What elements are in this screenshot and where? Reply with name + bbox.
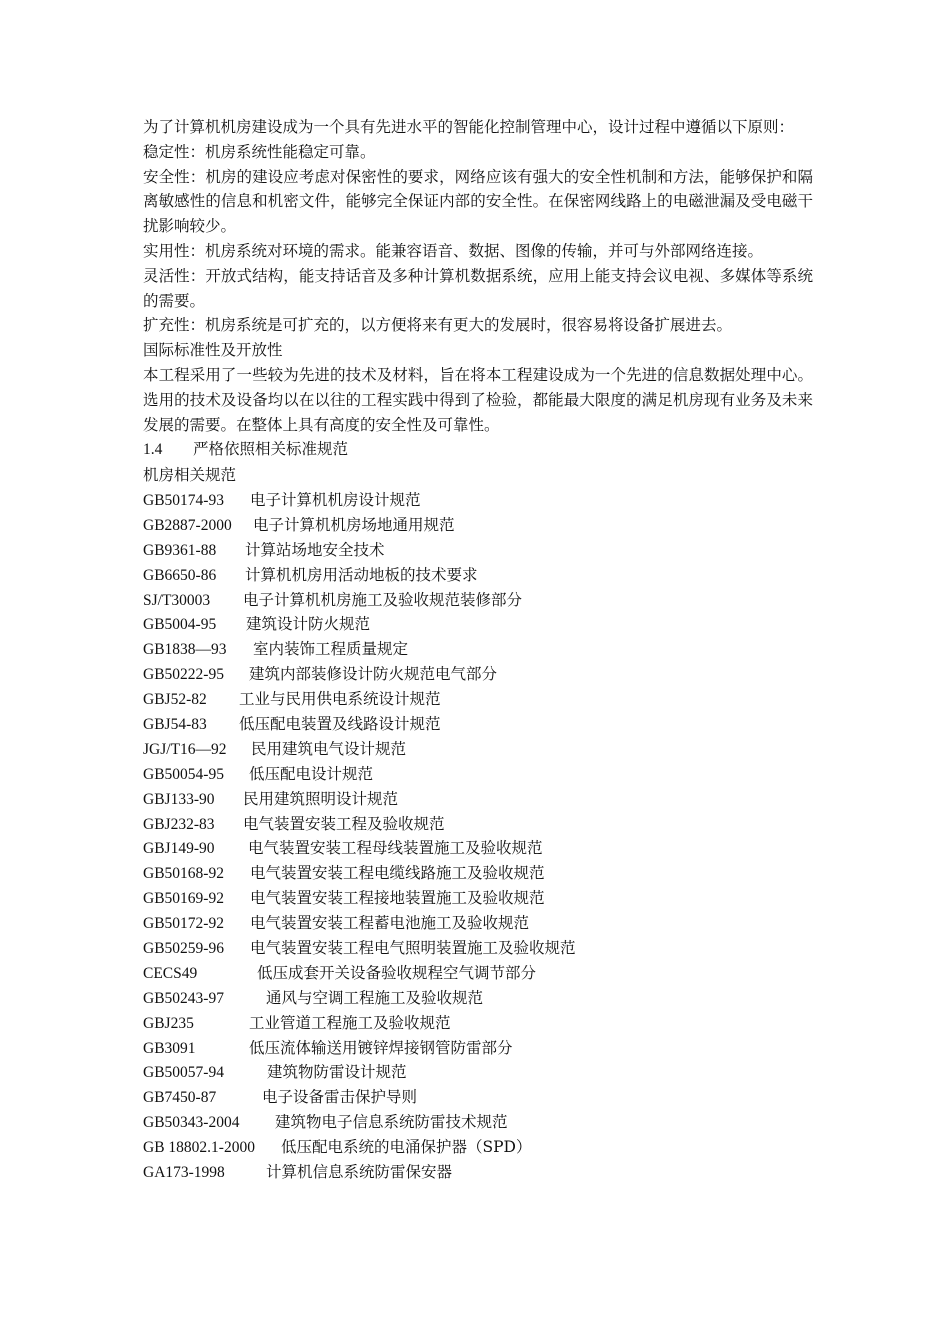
standard-code: GBJ54-83 bbox=[143, 715, 207, 733]
standard-code: GBJ149-90 bbox=[143, 840, 215, 858]
standard-name: 计算机信息系统防雷保安器 bbox=[266, 1163, 453, 1181]
standard-name: 电子计算机机房设计规范 bbox=[250, 490, 421, 509]
standard-row bbox=[143, 712, 813, 737]
standard-name: 电气装置安装工程蓄电池施工及验收规范 bbox=[250, 914, 530, 933]
standard-row bbox=[143, 1011, 813, 1036]
standard-row bbox=[143, 787, 813, 812]
standard-code: GBJ133-90 bbox=[143, 790, 215, 808]
standard-name: 工业与民用供电系统设计规范 bbox=[239, 690, 441, 709]
security-paragraph: 安全性：机房的建设应考虑对保密性的要求，网络应该有强大的安全性机制和方法，能够保护和隔离敏感性的信息和机密文件，能够完全保证内部的安全性。在保密网线路上的电磁泄漏及受电磁干扰影响较少。 bbox=[143, 167, 813, 236]
section-number: 1.4 bbox=[143, 441, 163, 459]
standard-code: SJ/T30003 bbox=[143, 591, 211, 609]
standard-row bbox=[143, 563, 813, 588]
standard-row bbox=[143, 1060, 813, 1085]
standard-row bbox=[143, 961, 813, 986]
standard-name: 低压成套开关设备验收规程空气调节部分 bbox=[257, 963, 537, 982]
standard-code: GB50243-97 bbox=[143, 989, 224, 1007]
section-title: 严格依照相关标准规范 bbox=[193, 440, 349, 459]
standard-name: 低压配电设计规范 bbox=[249, 764, 374, 783]
standard-code: GB50168-92 bbox=[143, 865, 224, 883]
standard-row bbox=[143, 1036, 813, 1061]
document-page bbox=[143, 115, 813, 1185]
standard-code: GB50169-92 bbox=[143, 890, 224, 908]
standard-code: JGJ/T16—92 bbox=[143, 740, 227, 758]
standard-row bbox=[143, 488, 813, 513]
standard-code: GB6650-86 bbox=[143, 566, 217, 584]
standard-name: 电子计算机机房施工及验收规范装修部分 bbox=[243, 590, 523, 609]
standard-name: 低压配电系统的电涌保护器（SPD） bbox=[281, 1138, 532, 1157]
standard-code: GB3091 bbox=[143, 1039, 196, 1057]
standard-code: GB1838—93 bbox=[143, 641, 227, 659]
standard-row bbox=[143, 936, 813, 961]
standard-name: 民用建筑电气设计规范 bbox=[251, 739, 407, 758]
standard-row bbox=[143, 861, 813, 886]
standard-row bbox=[143, 911, 813, 936]
standard-code: GB50174-93 bbox=[143, 491, 224, 509]
standard-name: 电气装置安装工程电缆线路施工及验收规范 bbox=[250, 864, 545, 883]
standard-row bbox=[143, 886, 813, 911]
intro-paragraph: 为了计算机机房建设成为一个具有先进水平的智能化控制管理中心，设计过程中遵循以下原则： bbox=[143, 118, 795, 136]
standard-code: GB50259-96 bbox=[143, 939, 224, 957]
standard-code: GB2887-2000 bbox=[143, 516, 232, 534]
standards-list bbox=[143, 488, 813, 1185]
standard-name: 低压配电装置及线路设计规范 bbox=[239, 714, 441, 733]
standard-code: GB50343-2004 bbox=[143, 1114, 240, 1132]
practicality-paragraph: 实用性：机房系统对环境的需求。能兼容语音、数据、图像的传输，并可与外部网络连接。 bbox=[143, 241, 764, 260]
standard-code: GB50172-92 bbox=[143, 915, 224, 933]
flexibility-paragraph: 灵活性：开放式结构，能支持话音及多种计算机数据系统，应用上能支持会议电视、多媒体等系统的需要。 bbox=[143, 266, 813, 310]
standard-name: 建筑内部装修设计防火规范电气部分 bbox=[249, 665, 498, 684]
standard-name: 计算站场地安全技术 bbox=[245, 540, 385, 559]
standard-code: CECS49 bbox=[143, 964, 198, 982]
standard-row bbox=[143, 513, 813, 538]
expandability-paragraph: 扩充性：机房系统是可扩充的，以方便将来有更大的发展时，很容易将设备扩展进去。 bbox=[143, 316, 733, 335]
standard-code: GA173-1998 bbox=[143, 1164, 225, 1181]
standard-row bbox=[143, 762, 813, 787]
standard-name: 室内装饰工程质量规定 bbox=[253, 640, 409, 659]
standard-row bbox=[143, 1160, 813, 1185]
standard-code: GB50057-94 bbox=[143, 1064, 224, 1082]
standard-code: GBJ232-83 bbox=[143, 815, 215, 833]
standard-name: 电气装置安装工程及验收规范 bbox=[243, 814, 445, 833]
standard-code: GB9361-88 bbox=[143, 541, 217, 559]
standard-name: 建筑设计防火规范 bbox=[246, 615, 371, 634]
standard-name: 电子设备雷击保护导则 bbox=[262, 1088, 418, 1107]
standard-row bbox=[143, 1135, 813, 1160]
stability-paragraph: 稳定性：机房系统性能稳定可靠。 bbox=[143, 142, 376, 161]
standard-row bbox=[143, 588, 813, 613]
standard-code: GBJ52-82 bbox=[143, 691, 207, 709]
standard-name: 通风与空调工程施工及验收规范 bbox=[266, 988, 484, 1007]
standard-name: 电气装置安装工程接地装置施工及验收规范 bbox=[250, 889, 545, 908]
standard-name: 建筑物电子信息系统防雷技术规范 bbox=[275, 1113, 508, 1132]
standard-code: GB 18802.1-2000 bbox=[143, 1139, 255, 1157]
standard-code: GB50054-95 bbox=[143, 765, 224, 783]
standardization-heading: 国际标准性及开放性 bbox=[143, 341, 283, 360]
standard-name: 建筑物防雷设计规范 bbox=[267, 1063, 407, 1082]
standard-row bbox=[143, 1085, 813, 1110]
standard-name: 民用建筑照明设计规范 bbox=[243, 789, 399, 808]
standard-row bbox=[143, 836, 813, 861]
summary-paragraph: 本工程采用了一些较为先进的技术及材料，旨在将本工程建设成为一个先进的信息数据处理中心。选用的技术及设备均以在以往的工程实践中得到了检验，都能最大限度的满足机房现有业务及未来发展的需要。在整体上具有高度的安全性及可靠性。 bbox=[143, 365, 813, 434]
standard-row bbox=[143, 1110, 813, 1135]
standard-row bbox=[143, 687, 813, 712]
standard-code: GB50222-95 bbox=[143, 666, 224, 684]
standard-name: 工业管道工程施工及验收规范 bbox=[249, 1013, 451, 1032]
standard-row bbox=[143, 812, 813, 837]
standard-row bbox=[143, 637, 813, 662]
standard-name: 电子计算机机房场地通用规范 bbox=[253, 515, 455, 534]
standard-name: 计算机机房用活动地板的技术要求 bbox=[245, 565, 478, 584]
standard-code: GB7450-87 bbox=[143, 1089, 217, 1107]
standard-code: GBJ235 bbox=[143, 1014, 194, 1032]
standard-name: 电气装置安装工程电气照明装置施工及验收规范 bbox=[250, 938, 576, 957]
subsection-title: 机房相关规范 bbox=[143, 466, 237, 485]
standard-row bbox=[143, 662, 813, 687]
section-heading bbox=[143, 437, 813, 463]
standard-row bbox=[143, 538, 813, 563]
standard-name: 电气装置安装工程母线装置施工及验收规范 bbox=[248, 839, 543, 858]
standard-row bbox=[143, 737, 813, 762]
standard-name: 低压流体输送用镀锌焊接钢管防雷部分 bbox=[249, 1038, 513, 1057]
standard-row bbox=[143, 986, 813, 1011]
standard-row bbox=[143, 612, 813, 637]
standard-code: GB5004-95 bbox=[143, 616, 217, 634]
